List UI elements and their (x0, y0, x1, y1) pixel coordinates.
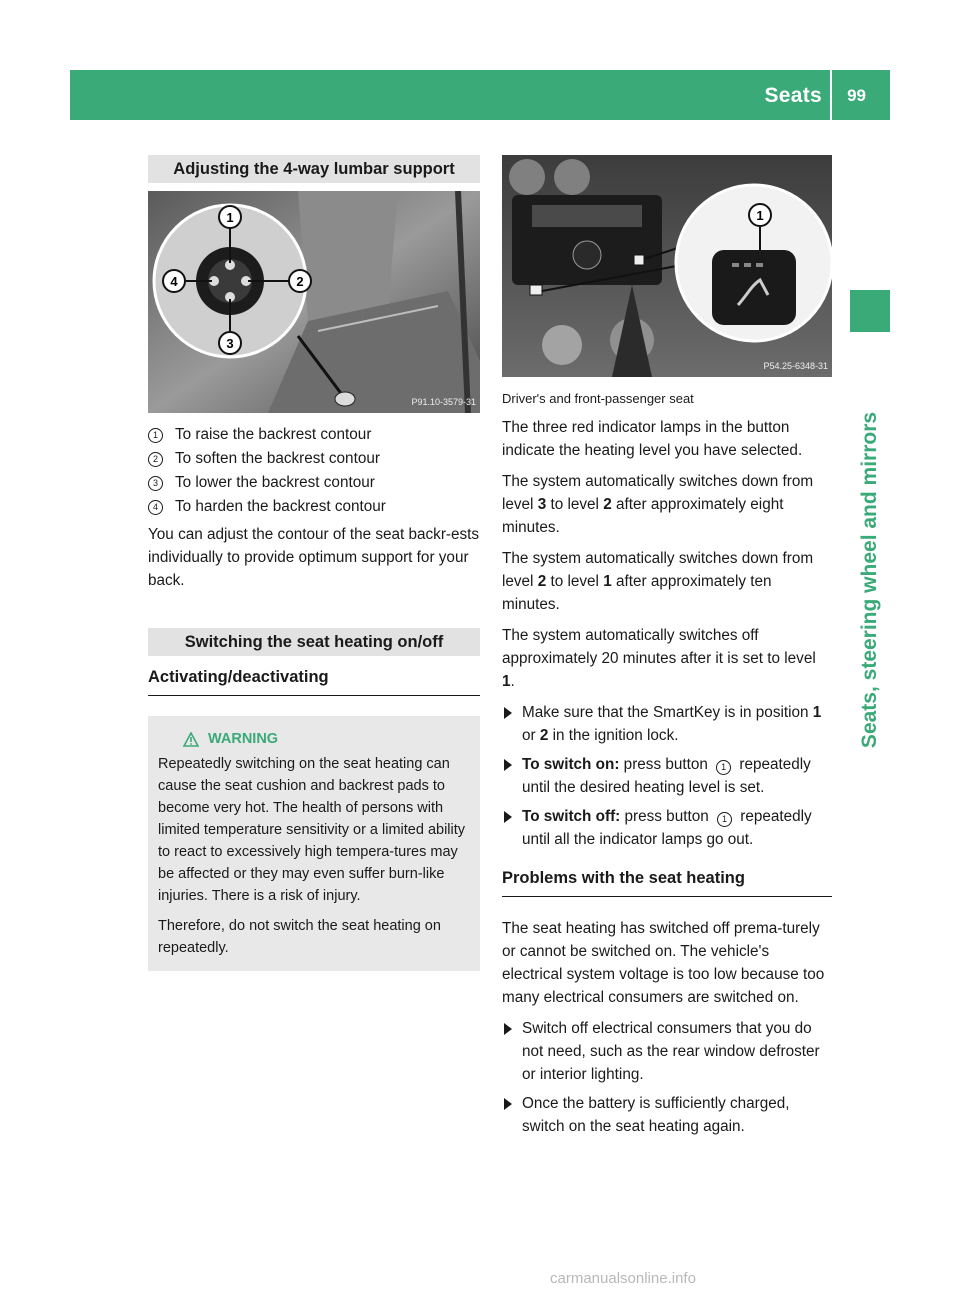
list-item-text: To soften the backrest contour (175, 450, 380, 467)
step-text: Make sure that the SmartKey is in position 1 or 2 in the ignition lock. (522, 704, 822, 744)
side-tab-marker (850, 290, 890, 332)
watermark: carmanualsonline.info (550, 1270, 696, 1287)
list-item-text: To lower the backrest contour (175, 474, 375, 491)
seat-heating-button-figure (502, 155, 832, 377)
heating-heading: Switching the seat heating on/off (148, 628, 480, 656)
lumbar-marker-4-label: 4 (170, 274, 178, 289)
warning-label: WARNING (208, 731, 279, 747)
step-text: To switch on: press button 1 repeatedly until the desired heating level is set. (522, 756, 811, 796)
left-column (148, 155, 480, 971)
button-marker-1-label: 1 (756, 208, 764, 223)
right-column (502, 155, 832, 1144)
switch-down-paragraph-2: The system automatically switches down from level 2 to level 1 after approximately ten minutes. (502, 550, 814, 613)
list-item-text: To harden the backrest contour (175, 498, 386, 515)
step-text: Once the battery is sufficiently charged, switch on the seat heating again. (522, 1095, 790, 1135)
problems-heading: Problems with the seat heating (502, 867, 832, 897)
arrow-icon (504, 759, 512, 771)
switch-off-paragraph: The system automatically switches off approximately 20 minutes after it is set to level 1. (502, 627, 816, 690)
problems-paragraph: The seat heating has switched off prema-turely or cannot be switched on. The vehicle's electrical system voltage is too low because too many electrical consumers are switched on. (502, 920, 825, 1006)
number-marker: 3 (148, 476, 163, 491)
number-marker: 1 (148, 428, 163, 443)
arrow-icon (504, 1023, 512, 1035)
number-marker: 4 (148, 500, 163, 515)
lumbar-figure-code: P91.10-3579-31 (411, 397, 476, 407)
button-figure-code: P54.25-6348-31 (763, 361, 828, 371)
lumbar-list (148, 423, 480, 519)
number-marker: 1 (716, 760, 731, 775)
switch-down-paragraph-1: The system automatically switches down from level 3 to level 2 after approximately eight minutes. (502, 473, 814, 536)
arrow-icon (504, 1098, 512, 1110)
step-battery-charged (502, 1092, 832, 1138)
step-smartkey (502, 701, 832, 747)
header-bar (70, 70, 890, 120)
lumbar-marker-3-label: 3 (226, 336, 234, 351)
list-item (148, 423, 480, 447)
warning-text-1: Repeatedly switching on the seat heating can cause the seat cushion and backrest pads to become very hot. The health of persons with limited temperature sensitivity or a limited ability to react to excessively high tempera-tures may be affected or they may even suffer burn-like injuries. There is a risk of injury. (158, 756, 466, 904)
lumbar-paragraph: You can adjust the contour of the seat backr-ests individually to provide optimum support for your back. (148, 526, 480, 589)
lumbar-marker-1-label: 1 (226, 210, 234, 225)
arrow-icon (504, 811, 512, 823)
list-item (148, 471, 480, 495)
warning-title (158, 728, 470, 750)
activating-subheading: Activating/deactivating (148, 666, 480, 696)
list-item-text: To raise the backrest contour (175, 426, 372, 443)
step-text: To switch off: press button 1 repeatedly until all the indicator lamps go out. (522, 808, 812, 848)
warning-text-2: Therefore, do not switch the seat heating on repeatedly. (158, 918, 441, 956)
lumbar-marker-2-label: 2 (296, 274, 304, 289)
list-item (148, 495, 480, 519)
indicator-paragraph: The three red indicator lamps in the button indicate the heating level you have selected. (502, 419, 803, 459)
step-switch-off (502, 805, 832, 851)
list-item (148, 447, 480, 471)
header-divider (830, 70, 832, 120)
step-switch-off-consumers (502, 1017, 832, 1086)
warning-box (148, 716, 480, 971)
figure-caption: Driver's and front-passenger seat (502, 391, 694, 406)
arrow-icon (504, 707, 512, 719)
number-marker: 1 (717, 812, 732, 827)
warning-triangle-icon (183, 732, 199, 747)
lumbar-heading: Adjusting the 4-way lumbar support (148, 155, 480, 183)
lumbar-support-figure (148, 191, 480, 413)
side-tab-text: Seats, steering wheel and mirrors (858, 411, 881, 749)
step-switch-on (502, 753, 832, 799)
step-text: Switch off electrical consumers that you do not need, such as the rear window defroster or interior lighting. (522, 1020, 820, 1083)
page-number: 99 (847, 86, 866, 105)
header-title: Seats (764, 84, 822, 107)
number-marker: 2 (148, 452, 163, 467)
